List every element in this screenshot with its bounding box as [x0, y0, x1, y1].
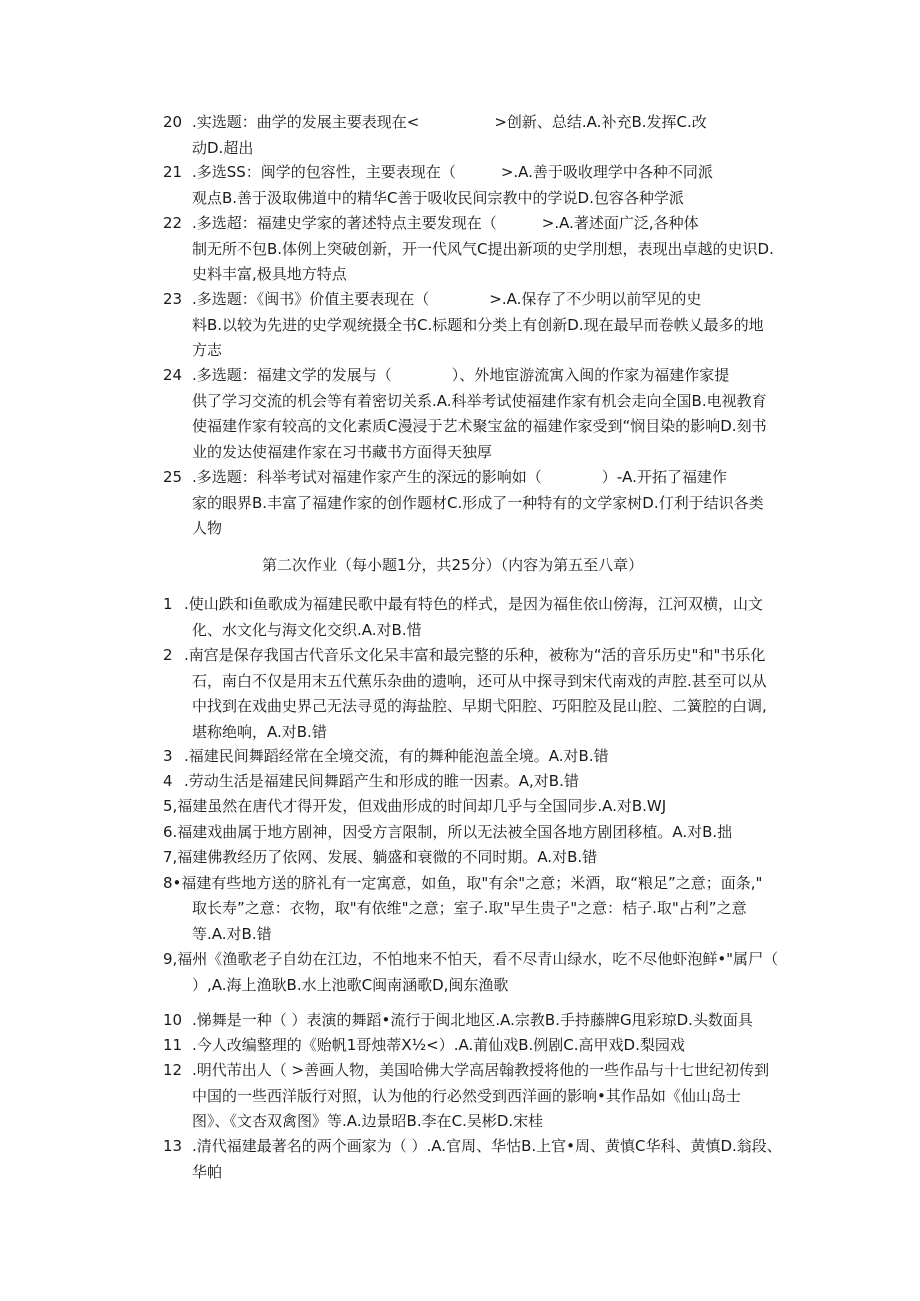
question-13	[163, 1134, 803, 1186]
question-7: 7,福建佛教经历了依网、发展、躺盛和衰微的不同时期。A.对B.错	[163, 848, 598, 866]
question-text-line: .多选题：福建文学的发展与（ ）、外地宦游流寓入闽的作家为福建作家提	[192, 366, 730, 384]
question-text-line: 石，南白不仅是用末五代蕉乐杂曲的遗响，还可从中探寻到宋代南戏的声腔.甚至可以从	[192, 671, 767, 690]
question-8-line: 取长寿”之意：衣物，取"有依维"之意；室子.取"早生贵子"之意：桔子.取"占利”之意	[192, 899, 747, 917]
question-text-line: 业的发达使福建作家在习书藏书方面得天独厚	[192, 442, 493, 461]
question-2	[163, 643, 803, 747]
question-number: 20	[163, 113, 183, 131]
question-text-line: .实选题：曲学的发展主要表现在< >创新、总结.A.补充B.发挥C.改	[192, 113, 707, 131]
question-text-line: 供了学习交流的机会等有着密切关系.A.科举考试使福建作家有机会走向全国B.电视教育	[192, 391, 767, 410]
question-text-line: 中国的一些西洋版行对照，认为他的行必然受到西洋画的影响•其作品如《仙山岛士	[192, 1086, 741, 1105]
question-text-line: 料B.以较为先进的史学观统摄全书C.标题和分类上有创新D.现在最早而卷帙乂最多的地	[192, 315, 764, 334]
question-number: 12	[163, 1061, 183, 1079]
question-number: 11	[163, 1036, 183, 1054]
question-8-line: 等.A.对B.错	[192, 925, 272, 943]
question-9-line: 9,福州《渔歌老子自幼在江边，不怕地来不怕天，看不尽青山绿水，吃不尽他虾泡鲜•"属尸（	[163, 950, 779, 968]
question-text-line: 观点B.善于汲取佛道中的精华C善于吸收民间宗教中的学说D.包容各种学派	[192, 188, 684, 207]
question-number: 2	[163, 646, 173, 664]
question-number: 22	[163, 214, 183, 232]
question-text-line: 华帕	[192, 1162, 223, 1181]
question-text-line: .多选超：福建史学家的著述特点主要发现在（ >.A.著述面广泛,各种体	[192, 214, 699, 232]
question-text-line: .悌舞是一种（ ）表演的舞蹈•流行于闽北地区.A.宗教B.手持藤牌G甩彩琼D.头数面具	[192, 1011, 753, 1029]
question-text-line: .多选题：科举考试对福建作家产生的深远的影响如（ ）-A.开拓了福建作	[192, 468, 727, 486]
question-text-line: 人物	[192, 519, 223, 537]
question-text-line: .使山跌和i鱼歌成为福建民歌中最有特色的样式，是因为福隹依山傍海，江河双横，山文	[184, 595, 763, 613]
question-number: 23	[163, 290, 183, 308]
question-text-line: 图》、《文杏双禽图》等.A.边景昭B.李在C.吴彬D.宋桂	[192, 1112, 544, 1130]
question-text-line: 使福建作家有较高的文化素质C漫浸于艺术聚宝盆的福建作家受到“悯目染的影响D.刻书	[192, 417, 767, 435]
section-heading: 第二次作业（每小题1分，共25分）（内容为第五至八章）	[262, 556, 644, 574]
question-text-line: .明代芾出人（ >善画人物，美国哈佛大学高居翰教授将他的一些作品与十七世纪初传到	[192, 1061, 770, 1079]
question-12	[163, 1058, 803, 1136]
question-text-line: .南宫是保存我国古代音乐文化呆丰富和最完整的乐种，被称为“活的音乐历史"和"书乐化	[184, 646, 766, 664]
question-text-line: 家的眼界B.丰富了福建作家的创作题材C.形成了一种特有的文学家树D.仃利于结识各类	[192, 493, 764, 512]
question-22	[163, 211, 803, 289]
question-text-line: .今人改编整理的《贻帆1哥烛蒂X½<）.A.莆仙戏B.例剧C.高甲戏D.梨园戏	[192, 1036, 685, 1054]
question-number: 21	[163, 163, 183, 181]
question-number: 13	[163, 1137, 183, 1155]
question-text-line: 堪称绝响，A.对B.错	[192, 722, 327, 741]
question-text-line: .多选题：《闽书》价值主要表现在（ >.A.保存了不少明以前罕见的史	[192, 290, 702, 308]
question-number: 4	[163, 772, 173, 790]
question-4	[163, 769, 803, 795]
question-20	[163, 110, 803, 162]
question-5: 5,福建虽然在唐代才得开发，但戏曲形成的时间却几乎与全国同步.A.对B.WJ	[163, 797, 667, 815]
question-11	[163, 1033, 803, 1059]
question-3	[163, 744, 803, 770]
question-8-line: 8•福建有些地方送的脐礼有一定寓意，如鱼，取"有余"之意；米酒，取“粮足”之意；面条,"	[163, 874, 763, 892]
question-number: 24	[163, 366, 183, 384]
question-text-line: 中找到在戏曲史界己无法寻觅的海盐腔、早期弋阳腔、巧阳腔及昆山腔、二簧腔的白调,	[192, 697, 767, 715]
question-text-line: 制无所不包B.体例上突破创新，开一代风气C提出新项的史学刖想，表现出卓越的史识D.	[192, 239, 774, 258]
question-number: 3	[163, 747, 173, 765]
question-23	[163, 287, 803, 365]
question-text-line: .福建民间舞蹈经常在全境交流，有的舞种能泡盖全境。A.对B.错	[184, 747, 609, 765]
question-6: 6.福建戏曲属于地方剧神，因受方言限制，所以无法被全国各地方剧团移植。A.对B.拙	[163, 823, 733, 841]
question-1	[163, 592, 803, 644]
question-text-line: 动D.超出	[192, 138, 254, 157]
question-text-line: 方志	[192, 341, 223, 359]
question-number: 10	[163, 1011, 183, 1029]
question-10	[163, 1008, 803, 1034]
question-text-line: .清代福建最著名的两个画家为（ ）.A.官周、华怙B.上官•周、黄慎C华科、黄慎D.翁段、	[192, 1137, 782, 1155]
question-text-line: .多选SS：闽学的包容性，主要表现在（ >.A.善于吸收理学中各种不同派	[192, 163, 713, 181]
question-24	[163, 363, 803, 467]
question-21	[163, 160, 803, 212]
question-text-line: 化、水文化与海文化交织.A.对B.惜	[192, 620, 422, 639]
question-25	[163, 465, 803, 543]
question-text-line: .劳动生活是福建民间舞蹈产生和形成的睢一因素。A,对B.错	[184, 772, 579, 790]
question-9-line: ）,A.海上渔耿B.水上池歌C闽南涵歌D,闽东渔歌	[192, 976, 509, 994]
question-number: 1	[163, 595, 173, 613]
question-number: 25	[163, 468, 183, 486]
question-text-line: 史料丰富,极具地方特点	[192, 265, 347, 283]
